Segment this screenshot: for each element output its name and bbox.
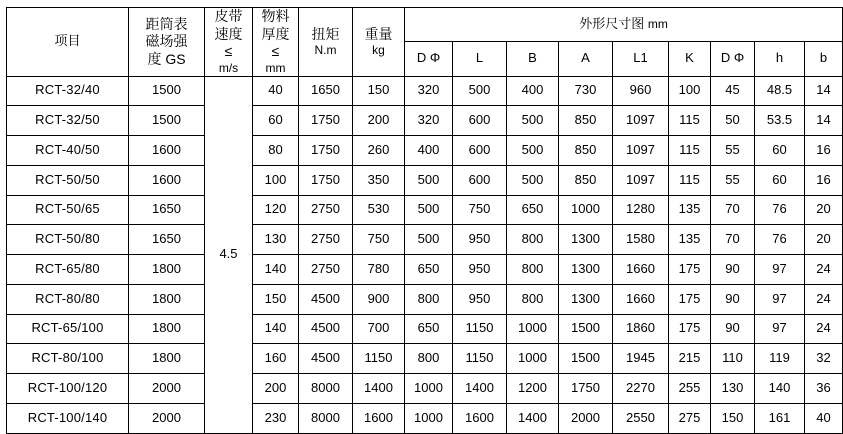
- table-row: [7, 314, 843, 344]
- row-h: 97: [755, 255, 805, 285]
- row-b2: 14: [805, 76, 843, 106]
- row-model: RCT-65/80: [7, 255, 129, 285]
- row-a: 1000: [559, 195, 613, 225]
- row-dphi: 800: [405, 284, 453, 314]
- row-torque: 4500: [299, 284, 353, 314]
- row-a: 850: [559, 136, 613, 166]
- header-row-top: [7, 8, 843, 42]
- row-h: 97: [755, 314, 805, 344]
- row-l: 750: [453, 195, 507, 225]
- row-l1: 1660: [613, 284, 669, 314]
- row-torque: 1750: [299, 136, 353, 166]
- row-gs: 1800: [129, 255, 205, 285]
- header-dim-a: A: [559, 42, 613, 76]
- header-material-thickness-le: ≤: [271, 43, 280, 59]
- row-k: 115: [669, 106, 711, 136]
- row-b2: 16: [805, 136, 843, 166]
- row-dphi: 320: [405, 76, 453, 106]
- row-l1: 2550: [613, 403, 669, 433]
- row-material-thickness: 150: [253, 284, 299, 314]
- row-torque: 1750: [299, 106, 353, 136]
- row-a: 1500: [559, 344, 613, 374]
- row-dphi2: 90: [711, 255, 755, 285]
- row-gs: 1650: [129, 225, 205, 255]
- row-dphi2: 70: [711, 195, 755, 225]
- row-k: 175: [669, 314, 711, 344]
- row-gs: 2000: [129, 374, 205, 404]
- header-magnetic-field-line3: 度 GS: [147, 50, 186, 67]
- header-item: 项目: [7, 8, 129, 77]
- row-k: 255: [669, 374, 711, 404]
- row-material-thickness: 120: [253, 195, 299, 225]
- header-belt-speed-unit: m/s: [218, 60, 239, 75]
- row-torque: 2750: [299, 255, 353, 285]
- table-row: [7, 255, 843, 285]
- row-b: 800: [507, 225, 559, 255]
- row-l: 1400: [453, 374, 507, 404]
- header-belt-speed-line1: 皮带: [214, 8, 243, 24]
- row-b: 400: [507, 76, 559, 106]
- row-b: 1000: [507, 314, 559, 344]
- header-dim-b2: b: [805, 42, 843, 76]
- row-l1: 1860: [613, 314, 669, 344]
- row-k: 115: [669, 165, 711, 195]
- row-k: 135: [669, 195, 711, 225]
- row-material-thickness: 60: [253, 106, 299, 136]
- header-weight-unit: kg: [372, 43, 385, 57]
- row-dphi2: 110: [711, 344, 755, 374]
- row-model: RCT-50/50: [7, 165, 129, 195]
- header-torque-unit: N.m: [314, 43, 337, 57]
- row-h: 140: [755, 374, 805, 404]
- row-dphi2: 55: [711, 165, 755, 195]
- row-b2: 14: [805, 106, 843, 136]
- row-l1: 960: [613, 76, 669, 106]
- row-gs: 2000: [129, 403, 205, 433]
- row-dphi: 500: [405, 195, 453, 225]
- header-torque: [299, 8, 353, 77]
- table-row: [7, 106, 843, 136]
- row-h: 60: [755, 165, 805, 195]
- row-dphi2: 70: [711, 225, 755, 255]
- row-l1: 1097: [613, 106, 669, 136]
- row-k: 215: [669, 344, 711, 374]
- row-weight: 1400: [353, 374, 405, 404]
- table-header: [7, 8, 843, 77]
- table-row: [7, 76, 843, 106]
- header-dim-l1: L1: [613, 42, 669, 76]
- row-gs: 1650: [129, 195, 205, 225]
- header-material-thickness-line1: 物料: [261, 8, 290, 24]
- row-dphi2: 90: [711, 284, 755, 314]
- row-b: 1400: [507, 403, 559, 433]
- row-a: 1300: [559, 284, 613, 314]
- row-b: 500: [507, 165, 559, 195]
- row-b2: 24: [805, 314, 843, 344]
- row-b2: 20: [805, 195, 843, 225]
- row-weight: 350: [353, 165, 405, 195]
- row-l1: 1945: [613, 344, 669, 374]
- row-b2: 24: [805, 255, 843, 285]
- row-l: 950: [453, 284, 507, 314]
- row-material-thickness: 130: [253, 225, 299, 255]
- header-belt-speed: [205, 8, 253, 77]
- row-a: 730: [559, 76, 613, 106]
- row-k: 115: [669, 136, 711, 166]
- row-l1: 1660: [613, 255, 669, 285]
- row-model: RCT-50/65: [7, 195, 129, 225]
- row-dphi2: 90: [711, 314, 755, 344]
- header-belt-speed-le: ≤: [224, 43, 233, 59]
- row-torque: 2750: [299, 225, 353, 255]
- row-model: RCT-32/40: [7, 76, 129, 106]
- row-a: 1300: [559, 225, 613, 255]
- row-weight: 900: [353, 284, 405, 314]
- table-row: [7, 165, 843, 195]
- header-dim-k: K: [669, 42, 711, 76]
- row-b: 650: [507, 195, 559, 225]
- row-h: 161: [755, 403, 805, 433]
- row-torque: 4500: [299, 344, 353, 374]
- row-b2: 20: [805, 225, 843, 255]
- header-dim-l: L: [453, 42, 507, 76]
- header-magnetic-field-line1: 距筒表: [145, 15, 188, 32]
- row-a: 2000: [559, 403, 613, 433]
- row-h: 76: [755, 195, 805, 225]
- header-magnetic-field: [129, 8, 205, 77]
- row-b2: 40: [805, 403, 843, 433]
- row-torque: 8000: [299, 374, 353, 404]
- row-l: 1150: [453, 314, 507, 344]
- table-row: [7, 403, 843, 433]
- row-dphi: 400: [405, 136, 453, 166]
- specification-table: [6, 7, 843, 434]
- header-dim-h: h: [755, 42, 805, 76]
- row-h: 60: [755, 136, 805, 166]
- row-dphi: 320: [405, 106, 453, 136]
- row-material-thickness: 100: [253, 165, 299, 195]
- row-weight: 750: [353, 225, 405, 255]
- row-material-thickness: 40: [253, 76, 299, 106]
- row-k: 100: [669, 76, 711, 106]
- row-b: 1200: [507, 374, 559, 404]
- row-dphi2: 50: [711, 106, 755, 136]
- row-k: 175: [669, 284, 711, 314]
- row-torque: 4500: [299, 314, 353, 344]
- row-l: 1150: [453, 344, 507, 374]
- row-torque: 1750: [299, 165, 353, 195]
- row-b: 800: [507, 255, 559, 285]
- row-gs: 1600: [129, 165, 205, 195]
- row-weight: 150: [353, 76, 405, 106]
- row-dphi: 500: [405, 225, 453, 255]
- table-row: [7, 195, 843, 225]
- row-dphi2: 45: [711, 76, 755, 106]
- row-l: 600: [453, 106, 507, 136]
- row-b2: 16: [805, 165, 843, 195]
- row-dphi: 800: [405, 344, 453, 374]
- row-gs: 1800: [129, 284, 205, 314]
- row-material-thickness: 230: [253, 403, 299, 433]
- row-dphi: 1000: [405, 374, 453, 404]
- row-l: 1600: [453, 403, 507, 433]
- header-dim-dphi2: D Φ: [711, 42, 755, 76]
- row-model: RCT-40/50: [7, 136, 129, 166]
- row-b: 800: [507, 284, 559, 314]
- row-k: 135: [669, 225, 711, 255]
- belt-speed-value: 4.5: [205, 76, 253, 433]
- row-material-thickness: 140: [253, 255, 299, 285]
- row-b: 1000: [507, 344, 559, 374]
- row-l: 950: [453, 255, 507, 285]
- row-gs: 1800: [129, 344, 205, 374]
- row-l: 500: [453, 76, 507, 106]
- row-l: 600: [453, 136, 507, 166]
- row-h: 97: [755, 284, 805, 314]
- row-weight: 780: [353, 255, 405, 285]
- row-material-thickness: 80: [253, 136, 299, 166]
- table-body: [7, 76, 843, 433]
- header-dim-dphi: D Φ: [405, 42, 453, 76]
- row-h: 119: [755, 344, 805, 374]
- header-dim-b: B: [507, 42, 559, 76]
- row-torque: 1650: [299, 76, 353, 106]
- header-dimensions-unit: mm: [647, 17, 668, 32]
- row-model: RCT-65/100: [7, 314, 129, 344]
- row-weight: 260: [353, 136, 405, 166]
- row-a: 1750: [559, 374, 613, 404]
- row-dphi: 650: [405, 314, 453, 344]
- row-a: 850: [559, 106, 613, 136]
- row-model: RCT-80/80: [7, 284, 129, 314]
- row-weight: 530: [353, 195, 405, 225]
- header-weight-label: 重量: [364, 25, 393, 42]
- row-b2: 24: [805, 284, 843, 314]
- row-a: 1300: [559, 255, 613, 285]
- header-weight: [353, 8, 405, 77]
- row-torque: 8000: [299, 403, 353, 433]
- row-dphi2: 130: [711, 374, 755, 404]
- row-l: 950: [453, 225, 507, 255]
- row-dphi2: 55: [711, 136, 755, 166]
- table-row: [7, 225, 843, 255]
- row-a: 850: [559, 165, 613, 195]
- row-material-thickness: 200: [253, 374, 299, 404]
- row-b2: 32: [805, 344, 843, 374]
- table-row: [7, 136, 843, 166]
- table-row: [7, 374, 843, 404]
- header-belt-speed-line2: 速度: [214, 25, 243, 42]
- row-torque: 2750: [299, 195, 353, 225]
- row-material-thickness: 140: [253, 314, 299, 344]
- header-material-thickness-line2: 厚度: [261, 25, 290, 42]
- row-gs: 1800: [129, 314, 205, 344]
- row-b: 500: [507, 106, 559, 136]
- row-weight: 200: [353, 106, 405, 136]
- row-weight: 1150: [353, 344, 405, 374]
- header-material-thickness: [253, 8, 299, 77]
- row-dphi: 500: [405, 165, 453, 195]
- row-a: 1500: [559, 314, 613, 344]
- row-l1: 1280: [613, 195, 669, 225]
- row-h: 48.5: [755, 76, 805, 106]
- row-k: 175: [669, 255, 711, 285]
- header-magnetic-field-line2: 磁场强: [145, 33, 188, 49]
- row-model: RCT-100/120: [7, 374, 129, 404]
- row-dphi2: 150: [711, 403, 755, 433]
- row-l1: 2270: [613, 374, 669, 404]
- row-l: 600: [453, 165, 507, 195]
- row-model: RCT-50/80: [7, 225, 129, 255]
- row-model: RCT-100/140: [7, 403, 129, 433]
- row-dphi: 1000: [405, 403, 453, 433]
- table-row: [7, 284, 843, 314]
- row-gs: 1600: [129, 136, 205, 166]
- row-l1: 1097: [613, 136, 669, 166]
- row-weight: 1600: [353, 403, 405, 433]
- header-material-thickness-unit: mm: [265, 60, 286, 75]
- row-l1: 1580: [613, 225, 669, 255]
- table-row: [7, 344, 843, 374]
- row-dphi: 650: [405, 255, 453, 285]
- row-l1: 1097: [613, 165, 669, 195]
- row-h: 76: [755, 225, 805, 255]
- row-h: 53.5: [755, 106, 805, 136]
- row-gs: 1500: [129, 76, 205, 106]
- header-dimensions-label: 外形尺寸图: [579, 16, 645, 32]
- row-k: 275: [669, 403, 711, 433]
- row-model: RCT-32/50: [7, 106, 129, 136]
- header-dimensions-group: [405, 8, 843, 42]
- row-b: 500: [507, 136, 559, 166]
- header-torque-label: 扭矩: [311, 25, 340, 42]
- row-weight: 700: [353, 314, 405, 344]
- row-material-thickness: 160: [253, 344, 299, 374]
- row-gs: 1500: [129, 106, 205, 136]
- row-model: RCT-80/100: [7, 344, 129, 374]
- row-b2: 36: [805, 374, 843, 404]
